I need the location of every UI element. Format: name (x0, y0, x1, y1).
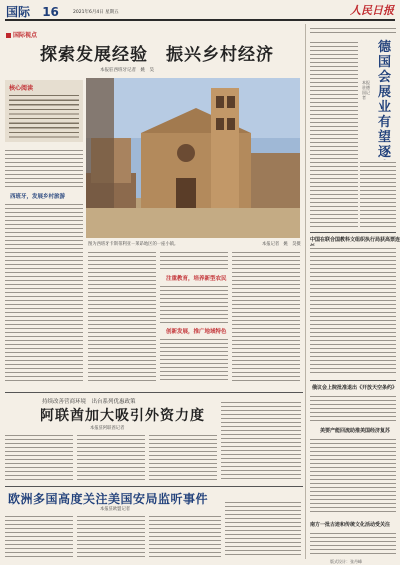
main-text-col-3b (160, 284, 228, 324)
middle-text-col-1 (5, 433, 73, 481)
subhead-3: 创新发展，推广地域特色 (166, 329, 227, 335)
middle-kicker: 持续改善营商环境 出台系列优惠政策 (42, 399, 136, 405)
middle-rule (5, 392, 303, 393)
photo-credit: 本报记者 姚 昊摄 (262, 242, 301, 247)
subhead-2: 注重教育，培养新型农民 (166, 276, 227, 282)
middle-text-col-3 (149, 433, 217, 481)
column-label (6, 30, 37, 39)
lead-box (5, 80, 83, 142)
main-text-col-1 (5, 148, 83, 188)
main-photo (86, 78, 300, 238)
side-headline-text: 德国会展业有望逐 (378, 40, 392, 160)
cathedral-illustration (86, 78, 300, 238)
main-text-col-3 (160, 250, 228, 272)
issue-date: 2021年6月4日 星期五 (73, 10, 119, 15)
middle-byline: 本报驻阿联酋记者 (90, 426, 125, 431)
photo-caption: 图为西班牙卡斯蒂利亚－莱昂地区的一座小镇。 (88, 242, 179, 247)
column-icon (6, 33, 11, 38)
bottom-byline: 本报驻欧盟记者 (100, 507, 131, 512)
brief-rule-1 (310, 380, 396, 381)
middle-text-col-2 (77, 433, 145, 481)
bottom-headline: 欧洲多国高度关注美国安局监听事件 (8, 492, 209, 506)
bottom-text-col-1 (5, 514, 73, 558)
masthead-logo: 人民日报 (350, 4, 394, 17)
page-number: 16 (42, 5, 59, 19)
section-title (6, 3, 59, 20)
brief-3-headline: 美要产能回流助推美国经济复苏 (320, 428, 391, 434)
brief-4-headline: 南方一批古迹和传统文化活动受关注 (310, 522, 391, 528)
brief-4-text (310, 531, 396, 555)
brief-1-text (310, 246, 396, 376)
bottom-text-col-3 (149, 514, 221, 558)
main-headline: 探索发展经验 振兴乡村经济 (40, 45, 274, 65)
section-name: 国际 (6, 5, 31, 19)
bottom-rule (5, 486, 303, 487)
column-label-text: 国际视点 (13, 32, 38, 39)
main-text-col-2 (88, 250, 156, 382)
main-text-col-3c (160, 337, 228, 382)
side-text-top (310, 26, 396, 36)
main-text-col-4 (232, 250, 300, 382)
main-byline: 本报驻西班牙记者 姚 昊 (100, 68, 154, 73)
side-byline: 本报驻德国记者 (362, 80, 370, 100)
bottom-text-col-2 (77, 514, 145, 558)
middle-text-col-4 (221, 400, 301, 481)
lead-label: 核心阅读 (9, 85, 34, 92)
column-divider (305, 24, 306, 559)
footer-credit: 版式设计：张丹峰 (330, 559, 362, 564)
brief-2-headline: 俄议会上院批准退出《开放天空条约》 (312, 385, 398, 391)
side-rule (310, 232, 396, 233)
bottom-text-col-4 (225, 500, 301, 558)
main-text-col-1b (5, 202, 83, 382)
subhead-1: 西班牙，发展乡村旅游 (10, 194, 66, 200)
header-rule (5, 19, 395, 21)
side-text-col (310, 40, 358, 230)
middle-headline: 阿联酋加大吸引外资力度 (40, 408, 205, 424)
lead-text (9, 93, 79, 138)
brief-1-headline: 中国在联合国教科文组织执行局获高票连 (310, 237, 400, 243)
brief-2-text (310, 394, 396, 424)
brief-3-text (310, 437, 396, 515)
side-text-col-b (360, 160, 396, 230)
